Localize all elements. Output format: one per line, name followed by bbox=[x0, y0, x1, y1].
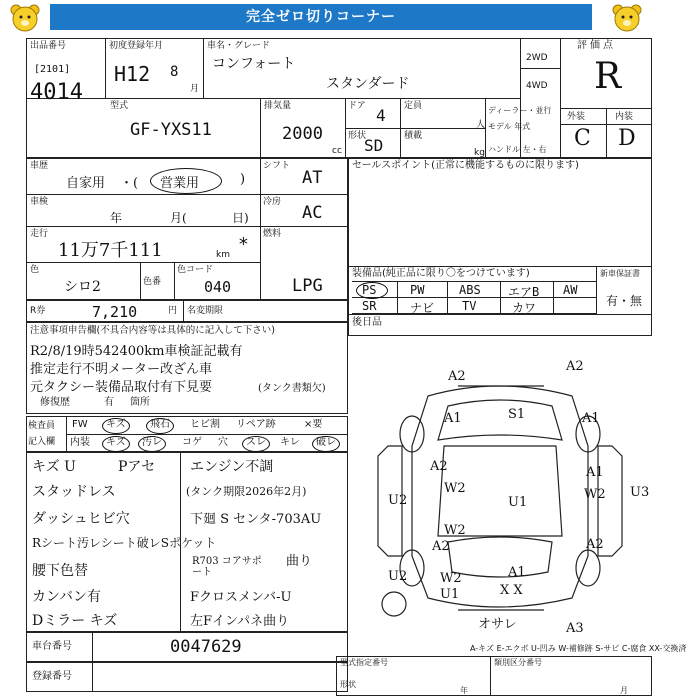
repair-value: 有 bbox=[104, 397, 114, 408]
mark-s1-hood: S1 bbox=[508, 407, 526, 422]
equip-navi: ナビ bbox=[410, 301, 435, 315]
rating-score: R bbox=[594, 56, 622, 97]
remark-left-7: Dミラー キズ bbox=[32, 613, 118, 629]
car-name-label: 車名・グレード bbox=[207, 41, 271, 51]
equip-aw: AW bbox=[563, 283, 578, 297]
interior-grade: D bbox=[618, 126, 636, 151]
notes-line-3: 元タクシー装備品取付有下見要 bbox=[30, 380, 213, 395]
remark-left-6: カンバン有 bbox=[32, 589, 102, 605]
insp-wear: スレ bbox=[246, 437, 266, 448]
mileage-unit: km bbox=[216, 250, 230, 260]
insp-wear-circle bbox=[242, 436, 270, 452]
footer-class-number: 類別区分番号 bbox=[494, 658, 542, 667]
remark-mid-5: R703 コアサポート bbox=[192, 556, 262, 578]
remark-left-3: ダッシュヒビ穴 bbox=[32, 511, 130, 527]
interior-label: 内装 bbox=[615, 112, 634, 122]
notes-line-1: R2/8/19時542400km車検証記載有 bbox=[30, 344, 243, 359]
chassis-value: 0047629 bbox=[170, 637, 242, 657]
drive-4wd: 4WD bbox=[526, 81, 548, 91]
title-change-label: 名変期限 bbox=[187, 306, 224, 316]
insp-dirt-circle bbox=[138, 436, 166, 452]
color-value: シロ2 bbox=[64, 279, 101, 295]
commercial-circle bbox=[150, 168, 222, 194]
mark-w2-left: W2 bbox=[444, 481, 466, 496]
mark-a1-hood-right: A1 bbox=[582, 411, 600, 426]
insp-fw: FW bbox=[72, 419, 88, 430]
model-label: 型式 bbox=[110, 101, 129, 111]
insp-burn: コゲ bbox=[182, 437, 202, 448]
footer-shape: 形状 bbox=[340, 680, 356, 689]
insp-repair: リペア跡 bbox=[236, 419, 276, 430]
insp-dirt: 汚レ bbox=[142, 437, 162, 448]
notes-header: 注意事項申告欄(不具合内容等は具体的に記入して下さい) bbox=[30, 325, 275, 336]
remark-left-1: キズ U bbox=[32, 459, 76, 475]
equip-ps: PS bbox=[362, 283, 377, 297]
equip-leather: カワ bbox=[512, 301, 537, 315]
insp-crack: ヒビ割 bbox=[190, 419, 220, 430]
aircon-value: AC bbox=[302, 203, 323, 223]
insp-hole: 穴 bbox=[218, 437, 228, 448]
first-reg-label: 初度登録年月 bbox=[109, 41, 164, 51]
notes-line-2: 推定走行不明メーター改ざん車 bbox=[30, 362, 213, 377]
insp-int-scratch: キズ bbox=[106, 437, 126, 448]
remark-right-3: 下廻 S センタ-703AU bbox=[190, 512, 322, 527]
equip-pw: PW bbox=[410, 283, 425, 297]
car-damage-diagram bbox=[348, 336, 652, 636]
first-reg-month: 8 bbox=[170, 64, 179, 80]
footer-type-number: 型式指定番号 bbox=[340, 658, 388, 667]
history-dot: ・( bbox=[120, 176, 139, 191]
notes-line-3b: (タンク書類欠) bbox=[258, 383, 326, 394]
inspection-month: 月( bbox=[170, 211, 187, 225]
insp-needed: ×要 bbox=[304, 419, 323, 430]
reg-frame bbox=[26, 662, 348, 692]
repair-label: 修復歴 bbox=[40, 397, 70, 408]
history-close: ) bbox=[240, 172, 246, 187]
rating-label: 評価点 bbox=[577, 40, 616, 51]
equip-abs: ABS bbox=[459, 283, 481, 297]
recycle-label: R券 bbox=[30, 306, 46, 316]
inspection-label: 車検 bbox=[30, 197, 49, 207]
bear-mascot-icon bbox=[610, 3, 644, 33]
remark-right-1: エンジン不調 bbox=[190, 459, 274, 475]
shape-value: SD bbox=[364, 136, 384, 155]
load-unit: kg bbox=[474, 148, 485, 158]
mark-a2-front-right: A2 bbox=[566, 359, 584, 374]
drive-2wd: 2WD bbox=[526, 53, 548, 63]
insp-scratch-circle bbox=[102, 418, 130, 434]
mark-xx-trunk: X X bbox=[500, 583, 523, 598]
sales-point-label: セールスポイント(正常に機能するものに限ります) bbox=[352, 160, 579, 171]
mark-u2-left: U2 bbox=[388, 493, 408, 508]
footer-year: 年 bbox=[460, 686, 468, 695]
recycle-value: 7,210 bbox=[92, 303, 138, 321]
exterior-grade: C bbox=[574, 126, 591, 151]
insp-interior: 内装 bbox=[70, 437, 90, 448]
aircon-label: 冷房 bbox=[263, 197, 282, 207]
inspection-day: 日) bbox=[232, 211, 249, 225]
banner-title: 完全ゼロ切りコーナー bbox=[50, 4, 592, 30]
insp-chip-circle bbox=[146, 418, 174, 434]
car-name-value: コンフォート bbox=[212, 56, 296, 72]
capacity-unit: 人 bbox=[476, 120, 486, 130]
equip-ps-circle bbox=[356, 282, 388, 299]
mark-w2-left-rear: W2 bbox=[444, 523, 466, 538]
displacement-unit: cc bbox=[332, 146, 342, 156]
doors-label: ドア bbox=[348, 101, 366, 111]
color-label: 色 bbox=[30, 265, 40, 275]
insp-tear: 破レ bbox=[316, 437, 336, 448]
capacity-label: 定員 bbox=[404, 101, 423, 111]
warranty-label: 新車保証書 bbox=[600, 269, 640, 278]
color-code-value: 040 bbox=[204, 278, 232, 296]
color-code-label: 色コード bbox=[177, 265, 214, 275]
insp-tear-circle bbox=[312, 436, 340, 452]
reg-no-label: 登録番号 bbox=[32, 671, 72, 682]
displacement-label: 排気量 bbox=[264, 101, 292, 111]
remark-mid-1: Pアセ bbox=[118, 459, 156, 475]
mark-a1-hood-left: A1 bbox=[444, 411, 462, 426]
warranty-value: 有・無 bbox=[606, 294, 643, 308]
record-label: 記入欄 bbox=[28, 437, 56, 447]
mark-w2-right: W2 bbox=[584, 487, 606, 502]
first-reg-era: H12 bbox=[114, 62, 151, 86]
mark-a3-rear: A3 bbox=[566, 621, 584, 636]
mark-w2-rear-left: W2 bbox=[440, 571, 462, 586]
equip-airbag: エアB bbox=[508, 285, 540, 299]
car-grade-value: スタンダード bbox=[326, 76, 410, 92]
fuel-label: 燃料 bbox=[263, 229, 282, 239]
mark-osare-rear: オサレ bbox=[478, 617, 517, 632]
recycle-unit: 円 bbox=[168, 306, 178, 316]
mark-u2-rear-left: U2 bbox=[388, 569, 408, 584]
lot-bracket: [2101] bbox=[34, 64, 71, 75]
color-number-label: 色番 bbox=[143, 277, 162, 287]
remark-left-4: Rシート汚レシート破レSポケット bbox=[32, 536, 217, 550]
insp-chip: 飛石 bbox=[150, 419, 170, 430]
mark-a2-front-left: A2 bbox=[448, 369, 466, 384]
remark-left-2: スタッドレス bbox=[32, 484, 116, 500]
insp-cut: キレ bbox=[280, 437, 300, 448]
lot-number: 4014 bbox=[30, 80, 83, 105]
repair-places: 箇所 bbox=[130, 397, 150, 408]
model-year-label: モデル 年式 bbox=[488, 122, 531, 131]
load-label: 積載 bbox=[404, 131, 423, 141]
shift-label: シフト bbox=[263, 161, 291, 171]
inspector-label: 検査員 bbox=[28, 421, 56, 431]
remark-right-5: 曲り bbox=[286, 554, 313, 569]
history-private: 自家用 bbox=[66, 176, 106, 191]
inspection-year: 年 bbox=[110, 211, 123, 225]
doors-value: 4 bbox=[376, 106, 386, 125]
mileage-value: 11万7千111 bbox=[58, 240, 163, 261]
insp-scratch: キズ bbox=[106, 419, 126, 430]
mark-a2-left: A2 bbox=[430, 459, 448, 474]
equip-sr: SR bbox=[362, 299, 377, 313]
remark-left-5: 腰下色替 bbox=[32, 563, 88, 579]
bear-mascot-icon bbox=[8, 3, 42, 33]
mark-u1-roof: U1 bbox=[508, 495, 528, 510]
mileage-label: 走行 bbox=[30, 229, 49, 239]
fuel-value: LPG bbox=[292, 276, 323, 296]
chassis-label: 車台番号 bbox=[32, 641, 72, 652]
remark-right-2: (タンク期限2026年2月) bbox=[186, 485, 307, 498]
mark-u1-rear-left: U1 bbox=[440, 587, 460, 602]
insp-int-scratch-circle bbox=[102, 436, 130, 452]
lot-label: 出品番号 bbox=[30, 41, 67, 51]
history-commercial: 営業用 bbox=[160, 176, 200, 191]
model-value: GF-YXS11 bbox=[130, 120, 212, 140]
exterior-label: 外装 bbox=[567, 112, 586, 122]
mileage-mark: * bbox=[238, 234, 249, 255]
handle-label: ハンドル 左・右 bbox=[488, 145, 547, 154]
mark-a2-right-rear: A2 bbox=[586, 537, 604, 552]
equipment-label: 装備品(純正品に限り〇をつけています) bbox=[352, 268, 530, 279]
remark-right-7: 左Fインパネ曲り bbox=[190, 614, 290, 629]
displacement-value: 2000 bbox=[282, 124, 323, 144]
mark-a2-left-rear: A2 bbox=[432, 539, 450, 554]
first-reg-month-unit: 月 bbox=[190, 84, 200, 94]
shift-value: AT bbox=[302, 168, 323, 188]
equip-tv: TV bbox=[462, 299, 477, 313]
rear-seat-label: 後日品 bbox=[352, 317, 382, 328]
mark-a1-trunk: A1 bbox=[508, 565, 526, 580]
mark-a1-right: A1 bbox=[586, 465, 604, 480]
mark-u3-right: U3 bbox=[630, 485, 650, 500]
history-label: 車歴 bbox=[30, 161, 49, 171]
remark-right-6: Fクロスメンバ-U bbox=[190, 590, 292, 605]
legend: A-キズ E-エクボ U-凹み W-補修跡 S-サビ C-腐食 XX-交換済 bbox=[470, 644, 687, 653]
shape-label: 形状 bbox=[348, 131, 367, 141]
footer-month: 月 bbox=[620, 686, 628, 695]
dealer-label: ディーラー・並行 bbox=[488, 106, 552, 115]
